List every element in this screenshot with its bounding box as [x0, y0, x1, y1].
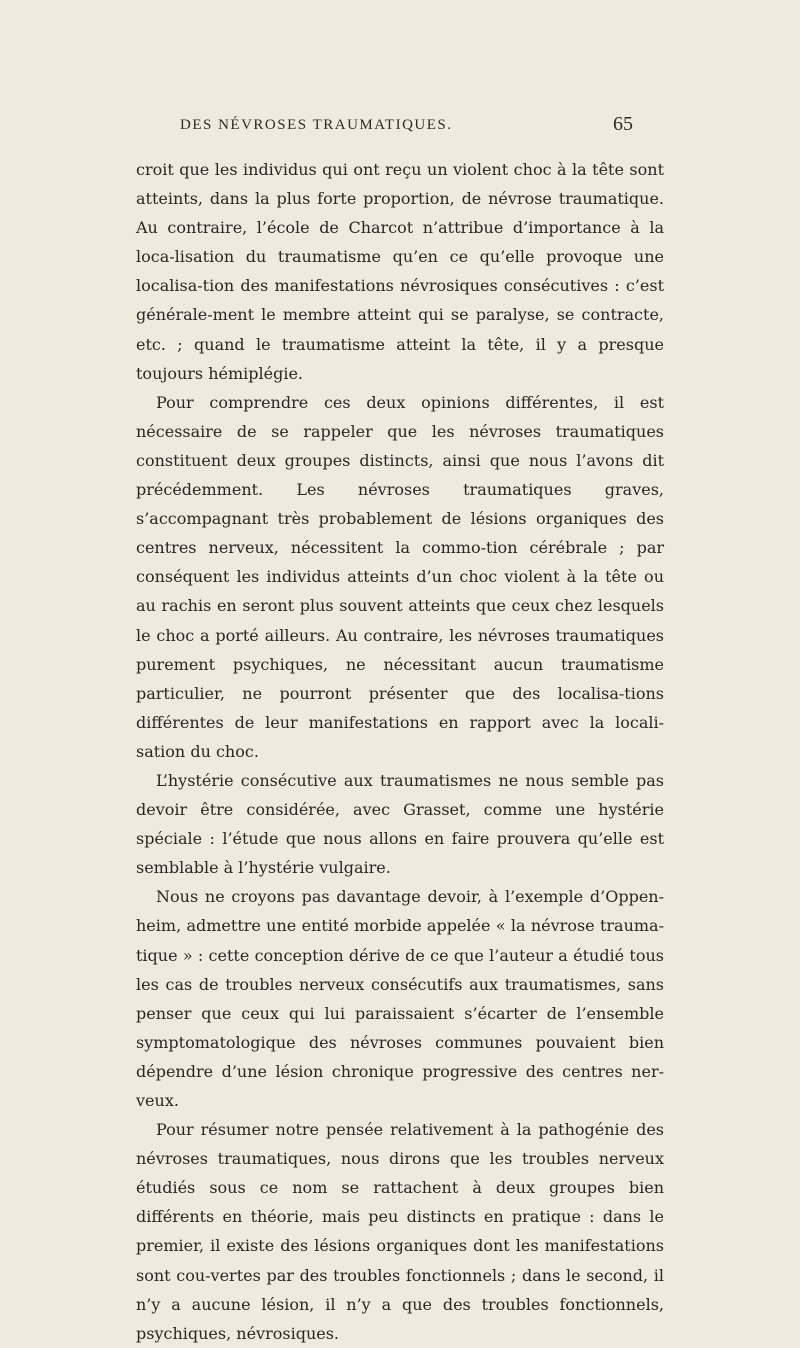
running-title: DES NÉVROSES TRAUMATIQUES.	[180, 117, 453, 133]
paragraph: croit que les individus qui ont reçu un violent choc à la tête sont atteints, dans la plus forte proportion, de névrose traumatique. Au contraire, l’école de Charcot n’attribue d’importance à la loca-lisation du traumatisme qu’en ce qu’elle provoque une localisa-tion des manifestations névrosiques consécutives : c’est générale-ment le membre atteint qui se paralyse, se contracte, etc. ; quand le traumatisme atteint la tête, il y a presque toujours hémiplégie.	[136, 160, 664, 383]
body-text	[136, 155, 664, 1348]
paragraph: Pour comprendre ces deux opinions différentes, il est nécessaire de se rappeler que les névroses traumatiques constituent deux groupes distincts, ainsi que nous l’avons dit précédemment. Les névroses traumatiques graves, s’accompagnant très probablement de lésions organiques des centres nerveux, nécessitent la commo-tion cérébrale ; par conséquent les individus atteints d’un choc violent à la tête ou au rachis en seront plus souvent atteints que ceux chez lesquels le choc a porté ailleurs. Au contraire, les névroses traumatiques purement psychiques, ne nécessitant aucun traumatisme particulier, ne pourront présenter que des localisa-tions différentes de leur manifestations en rapport avec la locali-sation du choc.	[136, 392, 664, 761]
paragraph: L’hystérie consécutive aux traumatismes ne nous semble pas devoir être considérée, avec Grasset, comme une hystérie spéciale : l’étude que nous allons en faire prouvera qu’elle est semblable à l’hystérie vulgaire.	[136, 770, 664, 878]
paragraph: Nous ne croyons pas davantage devoir, à l’exemple d’Oppen-heim, admettre une entité morbide appelée « la névrose trauma-tique » : cette conception dérive de ce que l’auteur a étudié tous les cas de troubles nerveux consécutifs aux traumatismes, sans penser que ceux qui lui paraissaient s’écarter de l’ensemble symptomatologique des névroses communes pouvaient bien dépendre d’une lésion chronique progressive des centres ner-veux.	[136, 887, 664, 1110]
paragraph: Pour résumer notre pensée relativement à la pathogénie des névroses traumatiques, nous dirons que les troubles nerveux étudiés sous ce nom se rattachent à deux groupes bien différents en théorie, mais peu distincts en pratique : dans le premier, il existe des lésions organiques dont les manifestations sont cou-vertes par des troubles fonctionnels ; dans le second, il n’y a aucune lésion, il n’y a que des troubles fonctionnels, psychiques, névrosiques.	[136, 1120, 664, 1343]
page-number: 65	[613, 113, 633, 135]
